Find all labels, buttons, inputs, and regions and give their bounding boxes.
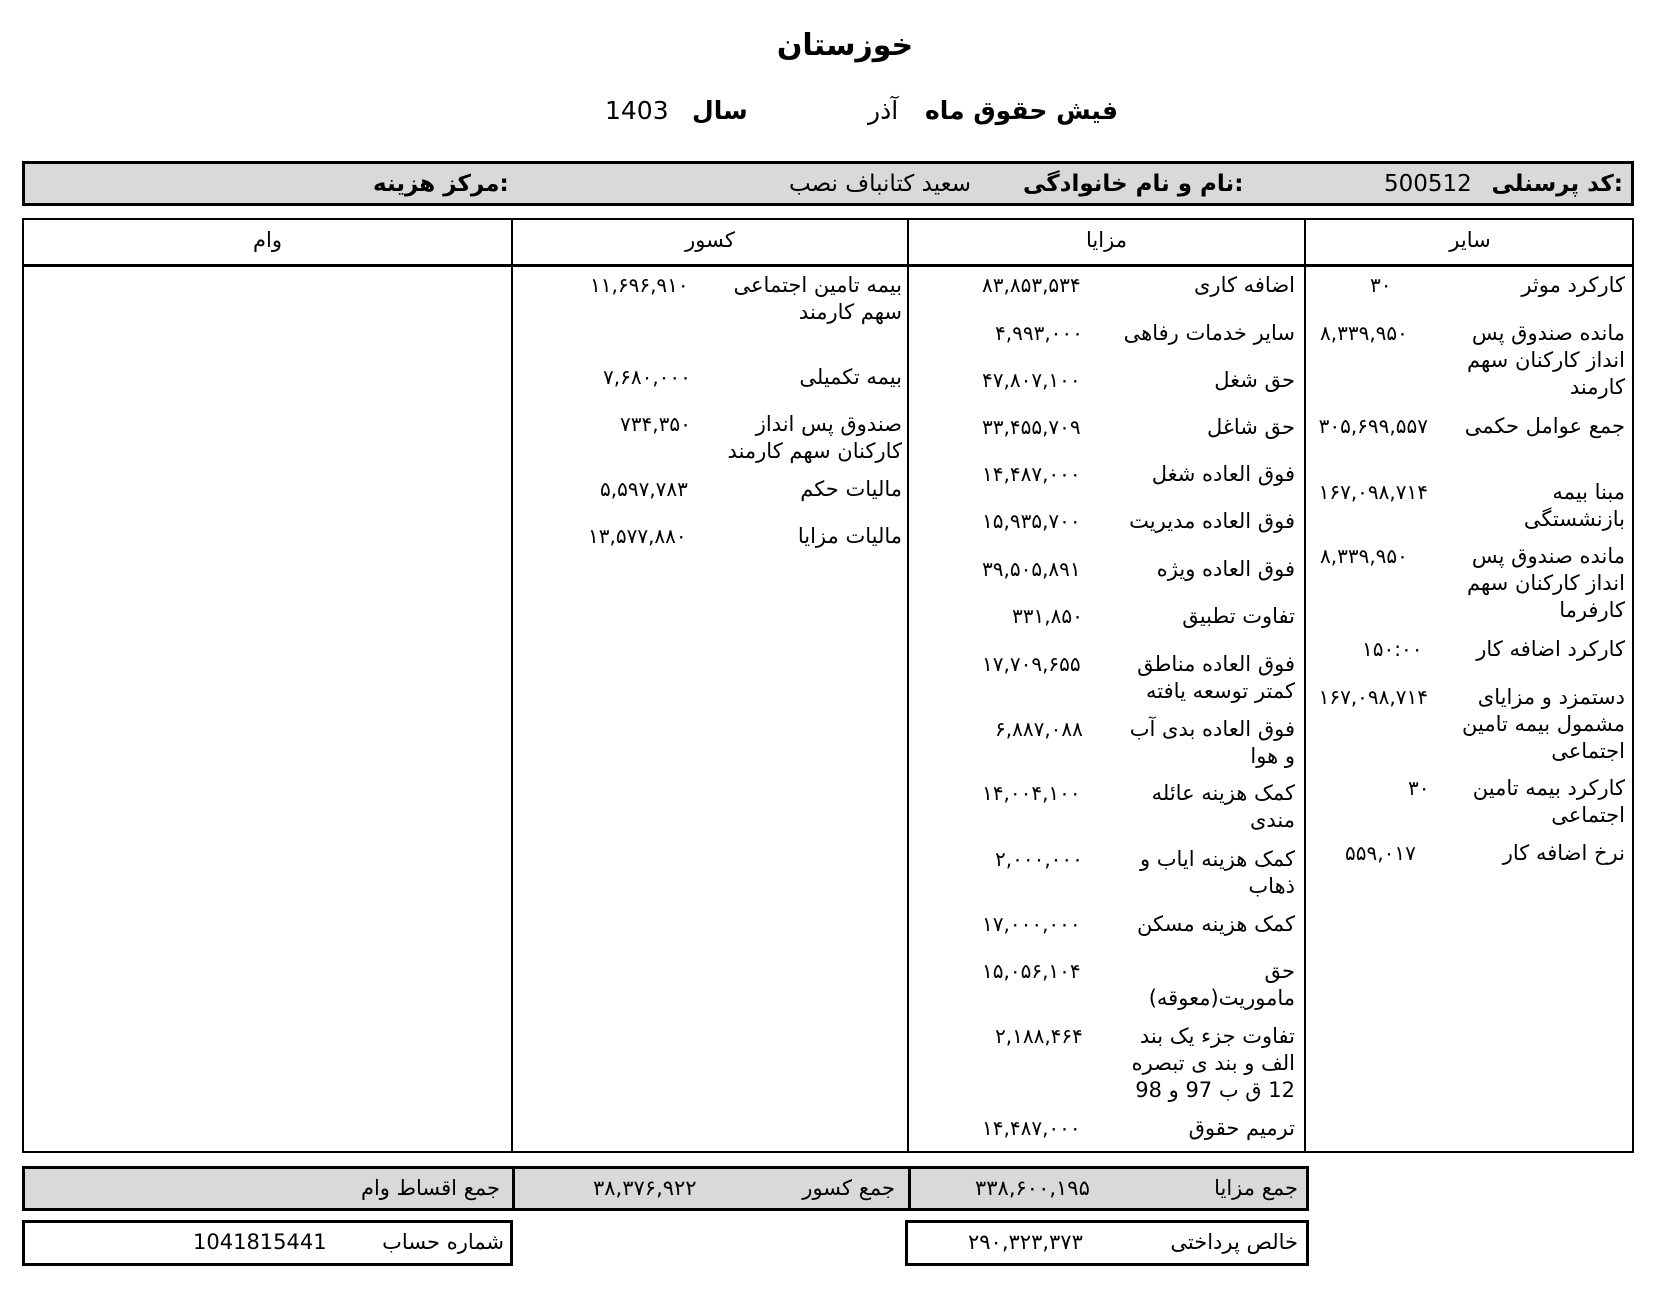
deduction-item-label: صندوق پس انداز کارکنان سهم کارمند xyxy=(727,412,902,463)
net-pay-value: ۲۹۰,۳۲۳,۳۷۳ xyxy=(968,1230,1083,1254)
benefit-item-value: ۳۳,۴۵۵,۷۰۹ xyxy=(982,415,1081,439)
other-item-value: ۱۵۰:۰۰ xyxy=(1362,637,1423,661)
employee-name: سعید کتانباف نصب xyxy=(789,171,972,197)
other-item-label: نرخ اضافه کار xyxy=(1502,841,1625,865)
benefit-item-value: ۴,۹۹۳,۰۰۰ xyxy=(995,321,1083,345)
deduction-item-label: مالیات حکم xyxy=(800,477,902,501)
column-header-other: سایر xyxy=(1449,228,1491,252)
other-item-label: کارکرد موثر xyxy=(1521,273,1625,297)
benefit-item-label: فوق العاده مدیریت xyxy=(1129,509,1295,533)
benefit-item-label: تفاوت تطبیق xyxy=(1182,604,1295,628)
deduction-item-value: ۱۱,۶۹۶,۹۱۰ xyxy=(590,273,689,297)
deduction-item-label: مالیات مزایا xyxy=(797,524,902,548)
deduction-item-label: بیمه تامین اجتماعی سهم کارمند xyxy=(733,273,902,324)
other-item-label: مانده صندوق پس انداز کارکنان سهم کارفرما xyxy=(1467,544,1625,622)
deduction-item-value: ۵,۵۹۷,۷۸۳ xyxy=(600,477,688,501)
year-value: 1403 xyxy=(605,96,669,125)
benefit-item-value: ۱۴,۴۸۷,۰۰۰ xyxy=(982,1116,1081,1140)
benefit-item-label: ترمیم حقوق xyxy=(1188,1116,1295,1140)
month-value: آذر xyxy=(868,96,899,125)
benefit-item-label: کمک هزینه ایاب و ذهاب xyxy=(1139,847,1295,898)
benefit-item-value: ۳۹,۵۰۵,۸۹۱ xyxy=(982,557,1081,581)
column-header-loan: وام xyxy=(253,228,282,252)
net-pay-box xyxy=(905,1220,1309,1266)
benefit-item-label: حق ماموریت(معوقه) xyxy=(1148,959,1295,1010)
total-loan-installments-label: جمع اقساط وام xyxy=(360,1176,500,1200)
benefit-item-label: فوق العاده بدی آب و هوا xyxy=(1129,717,1295,768)
benefit-item-value: ۱۵,۹۳۵,۷۰۰ xyxy=(982,509,1081,533)
deduction-item-value: ۷۳۴,۳۵۰ xyxy=(620,412,691,436)
benefit-item-value: ۱۵,۰۵۶,۱۰۴ xyxy=(982,959,1081,983)
deduction-item-label: بیمه تکمیلی xyxy=(799,365,902,389)
other-item-value: ۸,۳۳۹,۹۵۰ xyxy=(1320,321,1408,345)
column-divider xyxy=(511,220,513,1151)
employee-info-bar xyxy=(22,161,1634,206)
other-item-label: کارکرد اضافه کار xyxy=(1476,637,1625,661)
other-item-value: ۱۶۷,۰۹۸,۷۱۴ xyxy=(1318,480,1428,504)
slip-label: فیش حقوق ماه xyxy=(925,96,1118,125)
benefit-item-value: ۶,۸۸۷,۰۸۸ xyxy=(995,717,1083,741)
other-item-value: ۵۵۹,۰۱۷ xyxy=(1345,841,1416,865)
account-number-box xyxy=(22,1220,513,1266)
total-benefits-value: ۳۳۸,۶۰۰,۱۹۵ xyxy=(975,1176,1090,1200)
name-label: نام و نام خانوادگی: xyxy=(1023,171,1244,197)
benefit-item-value: ۱۴,۰۰۴,۱۰۰ xyxy=(982,781,1081,805)
benefit-item-label: کمک هزینه مسکن xyxy=(1137,912,1295,936)
benefit-item-label: کمک هزینه عائله مندی xyxy=(1151,781,1295,832)
other-item-value: ۳۰ xyxy=(1408,776,1430,800)
other-item-label: جمع عوامل حکمی xyxy=(1464,414,1625,438)
year-label: سال xyxy=(692,96,748,125)
total-benefits-label: جمع مزایا xyxy=(1214,1176,1298,1200)
cost-center-label: مرکز هزینه: xyxy=(373,171,509,197)
column-divider xyxy=(512,1166,515,1211)
deduction-item-value: ۱۳,۵۷۷,۸۸۰ xyxy=(588,524,687,548)
header-divider xyxy=(24,264,1632,267)
other-item-value: ۱۶۷,۰۹۸,۷۱۴ xyxy=(1318,685,1428,709)
account-number-value: 1041815441 xyxy=(193,1230,327,1254)
other-item-value: ۳۰ xyxy=(1370,273,1392,297)
personnel-code-label: کد پرسنلی: xyxy=(1491,171,1623,197)
province-title: خوزستان xyxy=(776,28,914,63)
column-divider xyxy=(908,1166,911,1211)
personnel-code-value: 500512 xyxy=(1384,171,1472,197)
other-item-value: ۸,۳۳۹,۹۵۰ xyxy=(1320,544,1408,568)
benefit-item-value: ۳۳۱,۸۵۰ xyxy=(1012,604,1083,628)
column-header-deductions: کسور xyxy=(685,228,735,252)
benefit-item-value: ۱۷,۷۰۹,۶۵۵ xyxy=(982,652,1081,676)
benefit-item-label: فوق العاده مناطق کمتر توسعه یافته xyxy=(1137,652,1295,703)
benefit-item-value: ۲,۱۸۸,۴۶۴ xyxy=(995,1024,1083,1048)
column-header-benefits: مزایا xyxy=(1086,228,1127,252)
benefit-item-value: ۲,۰۰۰,۰۰۰ xyxy=(995,847,1083,871)
other-item-label: کارکرد بیمه تامین اجتماعی xyxy=(1472,776,1625,827)
total-deductions-value: ۳۸,۳۷۶,۹۲۲ xyxy=(593,1176,697,1200)
net-pay-label: خالص پرداختی xyxy=(1170,1230,1298,1254)
other-item-value: ۳۰۵,۶۹۹,۵۵۷ xyxy=(1318,414,1428,438)
benefit-item-value: ۱۷,۰۰۰,۰۰۰ xyxy=(982,912,1081,936)
deduction-item-value: ۷,۶۸۰,۰۰۰ xyxy=(603,365,691,389)
benefit-item-label: فوق العاده ویژه xyxy=(1156,557,1295,581)
benefit-item-label: فوق العاده شغل xyxy=(1151,462,1295,486)
other-item-label: مبنا بیمه بازنشستگی xyxy=(1523,480,1625,531)
benefit-item-label: سایر خدمات رفاهی xyxy=(1123,321,1295,345)
benefit-item-value: ۱۴,۴۸۷,۰۰۰ xyxy=(982,462,1081,486)
other-item-label: دستمزد و مزایای مشمول بیمه تامین اجتماعی xyxy=(1462,685,1625,763)
benefit-item-label: حق شغل xyxy=(1214,368,1295,392)
total-deductions-label: جمع کسور xyxy=(802,1176,895,1200)
column-divider xyxy=(1304,220,1306,1151)
other-item-label: مانده صندوق پس انداز کارکنان سهم کارمند xyxy=(1467,321,1625,399)
benefit-item-label: حق شاغل xyxy=(1206,415,1295,439)
column-divider xyxy=(907,220,909,1151)
benefit-item-value: ۴۷,۸۰۷,۱۰۰ xyxy=(982,368,1081,392)
benefit-item-label: تفاوت جزء یک بند الف و بند ی تبصره 12 ق ب 97 و 98 xyxy=(1131,1024,1295,1102)
account-number-label: شماره حساب xyxy=(382,1230,504,1254)
benefit-item-value: ۸۳,۸۵۳,۵۳۴ xyxy=(982,273,1081,297)
benefit-item-label: اضافه کاری xyxy=(1193,273,1295,297)
totals-bar xyxy=(22,1166,1309,1211)
